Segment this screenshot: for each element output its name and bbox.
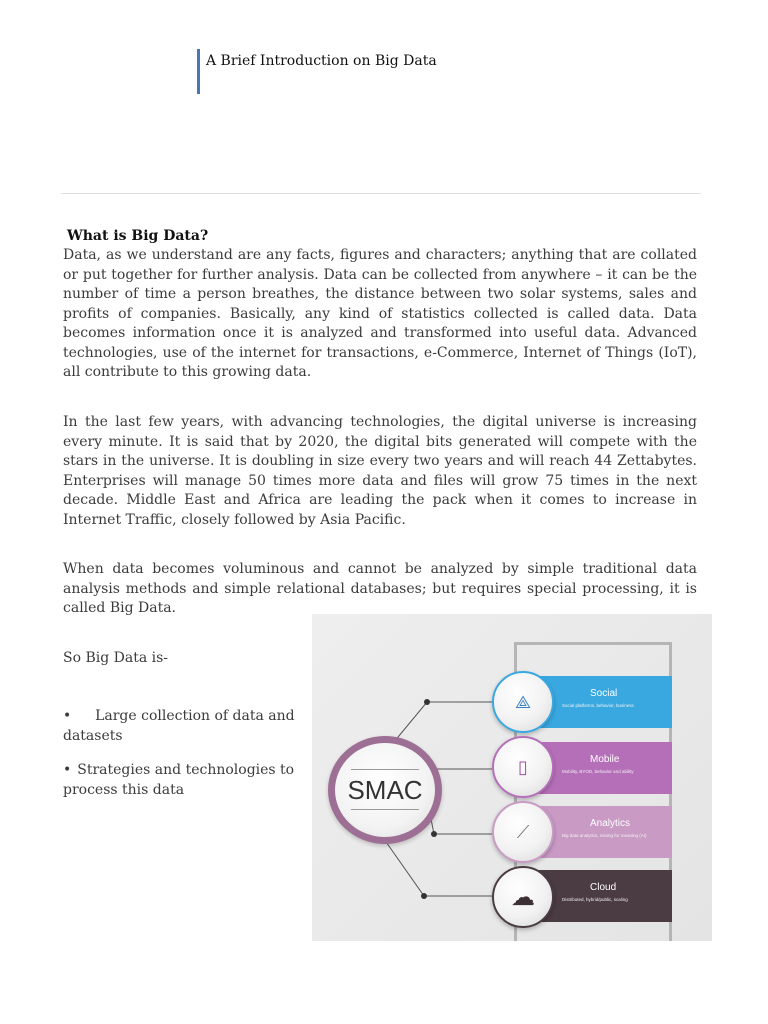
document-header-title: A Brief Introduction on Big Data [206,53,437,69]
bullet-marker: • [63,762,72,778]
band-label: Cloud [590,882,617,893]
paragraph-3: When data becomes voluminous and cannot be analyzed by simple traditional data analysis methods and simple relational databases; but requires special processing, it is called Big Data. [63,561,697,616]
cloud-glyph: ☁ [511,883,535,911]
trend-chart-icon [492,801,554,863]
smartphone-glyph: ▯ [518,756,528,778]
smac-label: SMAC [347,774,423,805]
smartphone-icon [492,736,554,798]
paragraph-2: In the last few years, with advancing technologies, the digital universe is increasing every minute. It is said that by 2020, the digital bits generated will compete with the stars in the universe. It is doubling in size every two years and will reach 44 Zettabytes. Enterprises will manage 50 times more data and files will grow 75 times in the next decade. Middle East and Africa are leading the pack when it comes to increase in Internet Traffic, closely followed by Asia Pacific. [63,414,697,528]
band-label: Social [590,688,618,699]
list-item [63,761,303,800]
header-divider [61,193,701,194]
band-sublabel: Social platforms, behavior, business [562,703,634,708]
band-label: Analytics [590,818,631,829]
band-sublabel: Mobility, BYOD, behavior and ability [562,769,634,774]
band-label: Mobile [590,754,620,765]
list-intro: So Big Data is- [63,650,169,666]
section-heading: What is Big Data? [67,228,209,244]
smac-rule-top [351,769,419,770]
smac-rule-bottom [351,809,419,810]
trend-glyph: ⟋ [516,821,530,843]
smac-center-circle [328,736,442,844]
list-item [63,707,303,746]
band-sublabel: Big data analytics, mining for meaning (AI) [562,833,647,838]
bullet-list [63,707,303,815]
bullet-text: Large collection of data and datasets [63,708,295,744]
network-glyph: ⟁ [514,691,532,713]
network-icon [492,671,554,733]
bullet-marker: • [63,708,72,724]
bullet-text: Strategies and technologies to process this data [63,762,295,798]
cloud-icon [492,866,554,928]
smac-diagram [312,614,712,941]
band-sublabel: Distributed, hybrid/public, scaling [562,897,628,902]
paragraph-1: Data, as we understand are any facts, figures and characters; anything that are collated or put together for further analysis. Data can be collected from anywhere – it can be the number of time a person breathes, the distance between two solar systems, sales and profits of companies. Basically, any kind of statistics collected is called data. Data becomes information once it is analyzed and transformed into useful data. Advanced technologies, use of the internet for transactions, e-Commerce, Internet of Things (IoT), all contribute to this growing data. [63,247,697,380]
header-accent-bar [197,49,200,94]
